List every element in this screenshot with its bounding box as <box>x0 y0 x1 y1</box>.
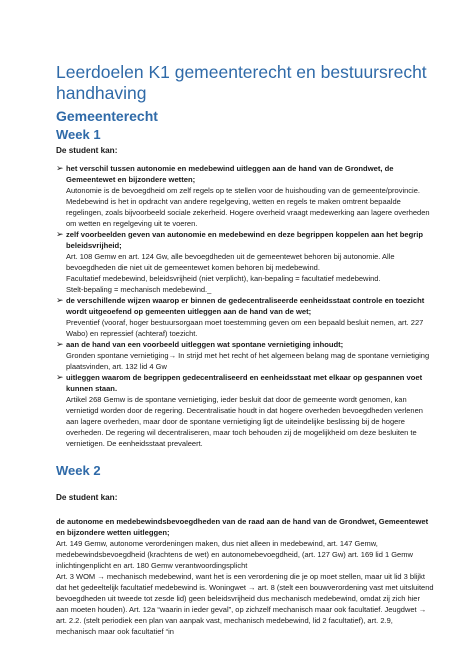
week2-goal-question: de autonome en medebewindsbevoegdheden van de raad aan de hand van de Grondwet, Gemeentewet en bijzondere wetten uitleggen; <box>56 517 429 537</box>
list-item <box>56 372 434 449</box>
goal-answer: Preventief (vooraf, hoger bestuursorgaan moet toestemming geven om een bepaald besluit nemen, art. 227 Wabo) en repressief (achteraf) toezicht. <box>66 318 424 338</box>
goal-question: aan de hand van een voorbeeld uitleggen wat spontane vernietiging inhoudt; <box>66 340 344 349</box>
goal-answer: Gronden spontane vernietiging→ In strijd met het recht of het algemeen belang mag de spontane vernietiging plaatsvinden, art. 132 lid 4 Gw <box>66 351 430 371</box>
goal-answer: Facultatief medebewind, beleidsvrijheid (niet verplicht), kan-bepaling = facultatief medebewind. <box>66 274 381 283</box>
goal-answer: Art. 108 Gemw en art. 124 Gw, alle bevoegdheden uit de gemeentewet behoren bij autonomie. Alle bevoegdheden die niet uit de gemeentewet komen behoren bij medebewind. <box>66 252 395 272</box>
goal-answer: Autonomie is de bevoegdheid om zelf regels op te stellen voor de huishouding van de gemeente/provincie. <box>66 186 420 195</box>
section-heading: Gemeenterecht <box>56 108 158 124</box>
arrow-bullet-icon: ➢ <box>56 372 64 382</box>
week1-intro: De student kan: <box>56 146 118 155</box>
week2-intro: De student kan: <box>56 493 118 502</box>
goal-question: het verschil tussen autonomie en medebewind uitleggen aan de hand van de Grondwet, de Gemeentewet en bijzondere wetten; <box>66 164 394 184</box>
week2-goal-answer <box>56 538 434 637</box>
arrow-bullet-icon: ➢ <box>56 229 64 239</box>
goal-answer: Medebewind is het in opdracht van andere regelgeving, wetten en regels te maken omtrent bepaalde regelingen, zoals bijvoorbeeld sociale zekerheid. Hogere overheid vraagt medewerking aan lagere overheden om wetten en regelgeving uit te voeren. <box>66 197 430 228</box>
goal-question: de verschillende wijzen waarop er binnen de gedecentraliseerde eenheidsstaat controle en toezicht wordt uitgeoefend op gemeenten uitleggen aan de hand van de wet; <box>66 296 425 316</box>
list-item <box>56 295 434 339</box>
goal-answer-paragraph: Art. 149 Gemw, autonome verordeningen maken, dus niet alleen in medebewind, art. 147 Gemw, medebewindsbevoegdheid (krachtens de wet) en autonomebevoegdheid, (art. 127 Gw) art. 169 lid 1 Gemw inlichtingenplicht en art. 180 Gemw verantwoordingsplicht <box>56 539 413 570</box>
week1-heading: Week 1 <box>56 127 101 142</box>
goal-answer: Artikel 268 Gemw is de spontane vernietiging, ieder besluit dat door de gemeente wordt genomen, kan vernietigd worden door de regering. Decentralisatie houdt in dat hogere overheden bevoegdheden verlenen aan lagere overheden, maar door de spontane vernietiging ligt de uiteindelijke beslissing bij de hogere overheden. De regering wil decentraliseren, maar toch behouden zij de mogelijkheid om deze besluiten te vernietigen. De eenheidsstaat prevaleert. <box>66 395 423 448</box>
document-title: Leerdoelen K1 gemeenterecht en bestuursrecht handhaving <box>56 62 427 103</box>
goal-answer: Stelt-bepaling = mechanisch medebewind._ <box>66 285 212 294</box>
arrow-bullet-icon: ➢ <box>56 339 64 349</box>
goal-question: zelf voorbeelden geven van autonomie en medebewind en deze begrippen koppelen aan het begrip beleidsvrijheid; <box>66 230 423 250</box>
list-item <box>56 163 434 229</box>
arrow-bullet-icon: ➢ <box>56 295 64 305</box>
arrow-bullet-icon: ➢ <box>56 163 64 173</box>
list-item <box>56 229 434 295</box>
goal-answer-paragraph: Art. 3 WOM → mechanisch medebewind, want het is een verordening die je op moet stellen, maar uit lid 3 blijkt dat het gedeeltelijk facultatief medebewind is. Woningwet → art. 8 (stelt een bouwverordening vast met uitsluitend bevoegdheden uit tweede tot zesde lid) geen beleidsvrijheid dus mechanisch medebewind, omdat zij zich hier aan moeten houden). Art. 12a “waarin in ieder geval”, op zichzelf mechanisch maar ook facultatief. Jeugdwet → art. 2.2. (stelt periodiek een plan van aanpak vast, mechanisch medebewind, lid 2 facultatief), art. 2.9, mechanisch maar ook facultatief “in <box>56 572 434 636</box>
goal-question: uitleggen waarom de begrippen gedecentraliseerd en eenheidsstaat met elkaar op gespannen voet kunnen staan. <box>66 373 423 393</box>
week1-learning-goals <box>56 163 434 449</box>
list-item <box>56 339 434 372</box>
week2-heading: Week 2 <box>56 463 101 478</box>
